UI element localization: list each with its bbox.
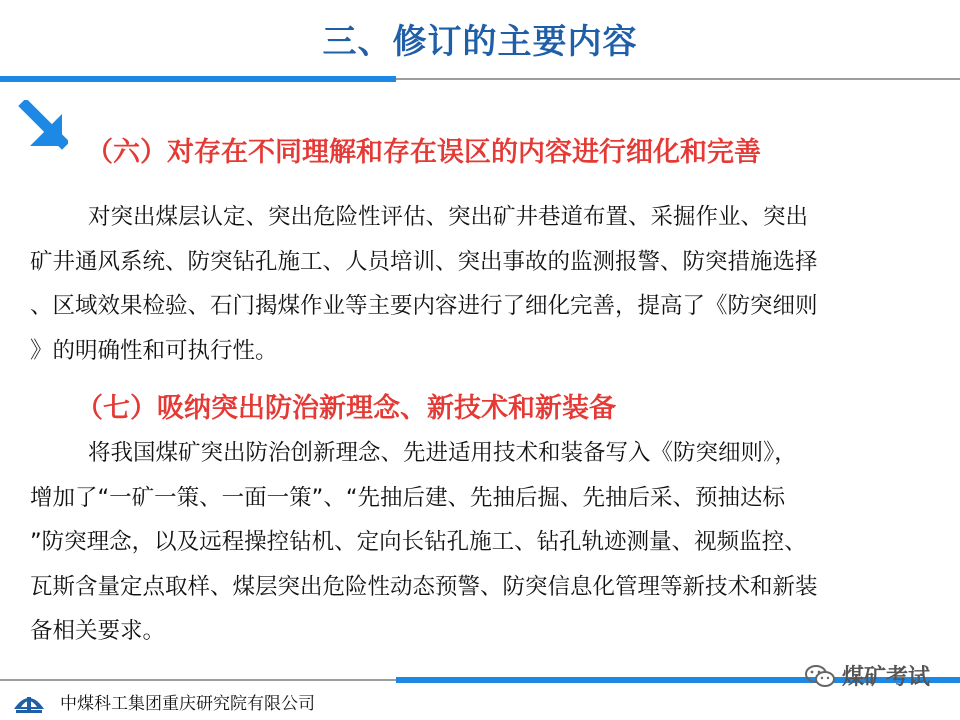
wechat-icon <box>804 663 836 689</box>
section-7-paragraph <box>30 431 930 654</box>
paragraph-line: 增加了“一矿一策、一面一策”、“先抽后建、先抽后掘、先抽后采、预抽达标 <box>30 484 785 511</box>
paragraph-line: 对突出煤层认定、突出危险性评估、突出矿井巷道布置、采掘作业、突出 <box>88 204 809 230</box>
wechat-watermark <box>804 660 930 691</box>
section-heading-7: （七）吸纳突出防治新理念、新技术和新装备 <box>76 393 616 424</box>
slide-title: 三、修订的主要内容 <box>322 22 638 62</box>
title-accent-bar <box>0 76 396 82</box>
company-logo <box>12 685 46 715</box>
watermark-text: 煤矿考试 <box>841 665 930 690</box>
paragraph-line: 、区域效果检验、石门揭煤作业等主要内容进行了细化完善，提高了《防突细则 <box>30 293 818 319</box>
paragraph-line: 将我国煤矿突出防治创新理念、先进适用技术和装备写入《防突细则》， <box>88 440 797 466</box>
section-6-paragraph <box>30 195 930 373</box>
paragraph-line: ”防突理念，以及远程操控钻机、定向长钻孔施工、钻孔轨迹测量、视频监控、 <box>30 529 807 555</box>
paragraph-line: 瓦斯含量定点取样、煤层突出危险性动态预警、防突信息化管理等新技术和新装 <box>30 573 818 600</box>
arrow-down-right-icon <box>16 100 68 152</box>
section-heading-6: （六）对存在不同理解和存在误区的内容进行细化和完善 <box>86 137 761 168</box>
company-name: 中煤科工集团重庆研究院有限公司 <box>60 694 315 714</box>
paragraph-line: 矿井通风系统、防突钻孔施工、人员培训、突出事故的监测报警、防突措施选择 <box>30 248 818 275</box>
footer-divider <box>0 679 396 681</box>
paragraph-line: 备相关要求。 <box>30 618 166 644</box>
paragraph-line: 》的明确性和可执行性。 <box>30 337 278 364</box>
title-divider <box>396 78 960 80</box>
